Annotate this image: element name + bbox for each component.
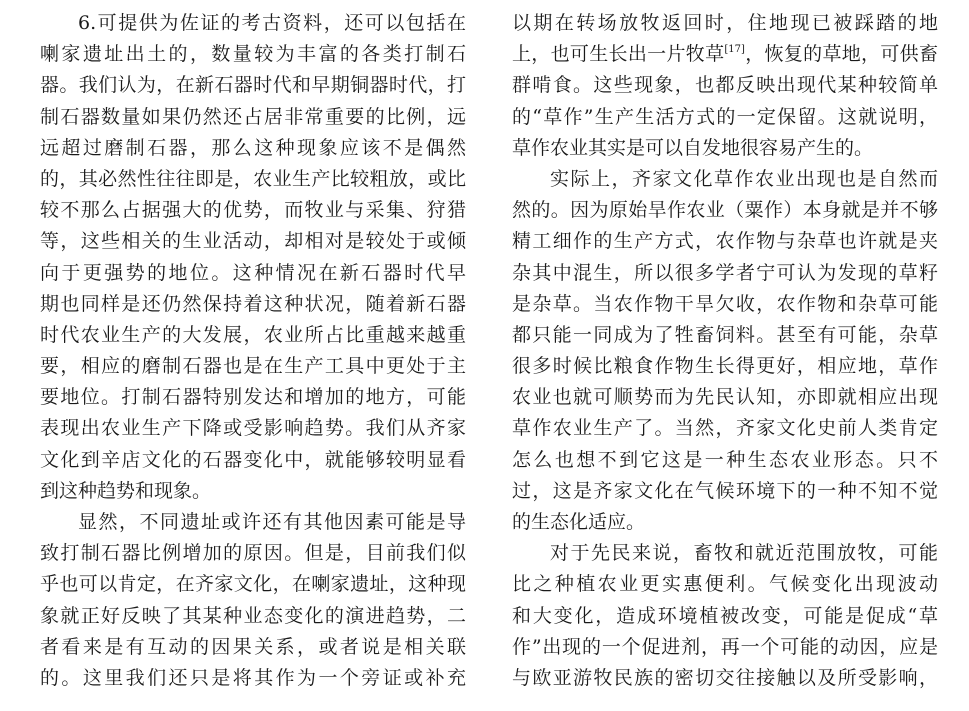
line-text: 显然，不同遗址或许还有其他因素可能是导 [78,511,466,533]
line-text: 和大变化，造成环境植被改变，可能是促成“草 [512,604,938,627]
text-line [40,445,466,476]
line-text: 较不那么占据强大的优势，而牧业与采集、狩猎 [40,199,466,222]
line-text: 的生态化适应。 [512,511,646,533]
text-line [512,351,938,382]
text-line [40,70,466,101]
text-line [512,476,938,507]
line-text: 农业也就可顺势而为先民认知，亦即就相应出现 [512,386,938,409]
line-text: 草作农业生产了。当然，齐家文化史前人类肯定 [512,417,938,440]
line-text: 者看来是有互动的因果关系，或者说是相关联 [40,635,466,658]
text-line [512,445,938,476]
text-line [512,164,938,195]
text-line [40,507,466,538]
text-line [512,226,938,257]
line-text: 象就正好反映了其某种业态变化的演进趋势，二 [40,604,466,627]
line-text: 实际上，齐家文化草作农业出现也是自然而 [550,167,938,190]
text-line [512,507,938,538]
line-text: 6.可提供为佐证的考古资料，还可以包括在 [78,12,466,34]
text-line [512,258,938,289]
line-text: 杂其中混生，所以很多学者宁可认为发现的草籽 [512,261,938,284]
citation-superscript: [17] [724,44,745,56]
line-text: 到这种趋势和现象。 [40,479,212,502]
line-text: 向于更强势的地位。这种情况在新石器时代早 [40,261,466,284]
text-line [40,133,466,164]
line-text: 期也同样是还仍然保持着这种状况，随着新石器 [40,292,466,315]
line-text: 时代农业生产的大发展，农业所占比重越来越重 [40,323,466,346]
text-line [40,632,466,663]
line-text: 文化到辛店文化的石器变化中，就能够较明显看 [40,448,466,471]
line-text: 以期在转场放牧返回时，住地现已被踩踏的地 [512,12,938,34]
text-line [512,601,938,632]
line-text: 对于先民来说，畜牧和就近范围放牧，可能 [550,542,938,565]
line-text: 精工细作的生产方式，农作物与杂草也许就是夹 [512,230,938,253]
text-line [40,226,466,257]
line-text: 草作农业其实是可以自发地很容易产生的。 [512,136,874,159]
line-text: 作”出现的一个促进剂，再一个可能的动因，应是 [512,635,938,658]
line-text: 很多时候比粮食作物生长得更好，相应地，草作 [512,355,938,378]
text-line [40,195,466,226]
text-line [40,320,466,351]
text-line [40,601,466,632]
line-text: 都只能一同成为了牲畜饲料。甚至有可能，杂草 [512,323,938,346]
line-text: 表现出农业生产下降或受影响趋势。我们从齐家 [40,417,466,440]
text-line [512,632,938,663]
right-column [512,8,938,694]
line-text: 制石器数量如果仍然还占居非常重要的比例，远 [40,105,466,128]
line-text: 的，其必然性往往即是，农业生产比较粗放，或比 [40,167,466,190]
text-line [40,258,466,289]
line-text: 要，相应的磨制石器也是在生产工具中更处于主 [40,355,466,378]
line-text: 上，也可生长出一片牧草 [512,43,725,66]
line-text: 的“草作”生产生活方式的一定保留。这就说明， [512,105,938,128]
text-line [40,569,466,600]
text-line [512,289,938,320]
line-text: 的。这里我们还只是将其作为一个旁证或补充 [40,666,466,689]
text-line [40,382,466,413]
line-text: 乎也可以肯定，在齐家文化，在喇家遗址，这种现 [40,573,466,596]
line-text: 与欧亚游牧民族的密切交往接触以及所受影响， [512,666,938,689]
text-line [512,39,938,70]
line-text: 群啃食。这些现象，也都反映出现代某种较简单 [512,74,938,97]
line-text: 是杂草。当农作物干旱欠收，农作物和杂草可能 [512,292,938,315]
line-text: 致打制石器比例增加的原因。但是，目前我们似 [40,542,466,565]
line-text: 等，这些相关的生业活动，却相对是较处于或倾 [40,230,466,253]
text-line [512,569,938,600]
text-line [512,413,938,444]
text-line [40,476,466,507]
text-line [512,8,938,39]
text-line [40,663,466,694]
text-line [512,382,938,413]
line-text: 比之种植农业更实惠便利。气候变化出现波动 [512,573,938,596]
text-line [512,663,938,694]
text-line [40,351,466,382]
line-text-continued: ，恢复的草地，可供畜 [744,43,938,66]
text-line [40,164,466,195]
line-text: 喇家遗址出土的，数量较为丰富的各类打制石 [40,43,466,66]
text-line [40,8,466,39]
text-line [40,39,466,70]
line-text: 远超过磨制石器，那么这种现象应该不是偶然 [40,136,466,159]
left-column [40,8,466,694]
line-text: 要地位。打制石器特别发达和增加的地方，可能 [40,386,466,409]
text-line [512,538,938,569]
text-line [40,102,466,133]
text-line [40,538,466,569]
text-line [512,70,938,101]
text-line [512,320,938,351]
text-line [512,195,938,226]
text-line [512,133,938,164]
line-text: 过，这是齐家文化在气候环境下的一种不知不觉 [512,479,938,502]
text-line [40,413,466,444]
text-line [40,289,466,320]
line-text: 怎么也想不到它这是一种生态农业形态。只不 [512,448,938,471]
line-text: 然的。因为原始旱作农业（粟作）本身就是并不够 [512,199,938,222]
text-line [512,102,938,133]
line-text: 器。我们认为，在新石器时代和早期铜器时代，打 [40,74,466,97]
